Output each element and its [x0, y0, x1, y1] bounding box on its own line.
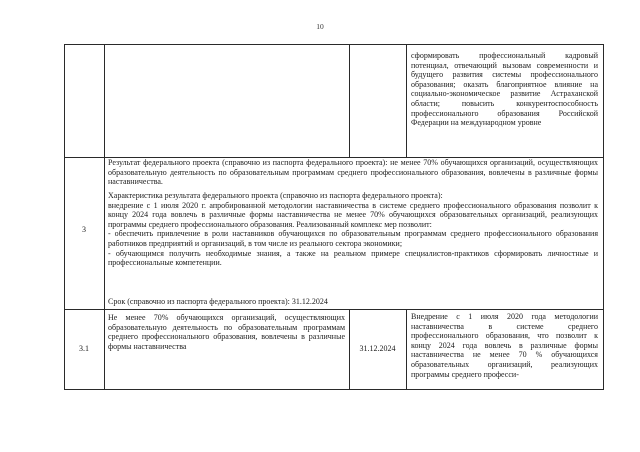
top-row-effect-text: сформировать профессиональный кадровый потенциал, отвечающий вызовам современности и будущего развития системы профессионального образования; оказать благоприятное влияние на социально-экономическое развитие Астраханской области; повысить конкурентоспособность профессионального образования Российской Федерации на международном уровне	[411, 51, 598, 128]
row3-deadline-text: Срок (справочно из паспорта федерального проекта): 31.12.2024	[108, 297, 328, 306]
row31-effect-text: Внедрение с 1 июля 2020 года методологии наставничества в системе среднего профессионального образования, что позволит к концу 2024 года вовлечь в различные формы наставничества не менее 70 % обучающихся образовательных организаций, реализующих программы среднего професси-	[411, 312, 598, 379]
col4-divider-bottom	[406, 309, 407, 390]
col3-divider-top	[349, 44, 350, 157]
table-top-border	[64, 44, 604, 45]
row31-task-text: Не менее 70% обучающихся организаций, осуществляющих образовательную деятельность по образовательным программам среднего профессионального образования, вовлечены в различные формы наставничества	[108, 313, 345, 351]
row3-number: 3	[82, 225, 86, 234]
row31-top-border	[64, 309, 604, 310]
page-number: 10	[316, 22, 324, 31]
row3-result-text: Результат федерального проекта (справочно из паспорта федерального проекта): не менее 70% обучающихся организаций, осуществляющих образовательную деятельность по образовательным программам среднего профессионального образования, вовлечены в различные формы наставничества.	[108, 158, 598, 187]
col1-divider	[104, 44, 105, 390]
row31-date: 31.12.2024	[359, 344, 396, 353]
row31-number: 3.1	[79, 344, 89, 353]
table-right-border	[603, 44, 604, 390]
col4-divider-top	[406, 44, 407, 157]
row3-characteristic-text: Характеристика результата федерального проекта (справочно из паспорта федерального проекта): внедрение с 1 июля 2020 г. апробированной методологии наставничества в системе среднего профессионального образования позволит к концу 2024 года вовлечь в различные формы наставничества не менее 70% обучающихся образовательных организаций, реализующих программы среднего профессионального образования. Реализованный комплекс мер позволит: - обеспечить привлечение в роли наставников обучающихся по образовательным программам среднего профессионального образования работников предприятий и организаций, в том числе из реального сектора экономики; - обучающимся получить необходимые знания, а также на реальном примере специалистов-практиков сформировать личностные и профессиональные компетенции.	[108, 191, 598, 268]
table-left-border	[64, 44, 65, 390]
table-bottom-border	[64, 389, 604, 390]
